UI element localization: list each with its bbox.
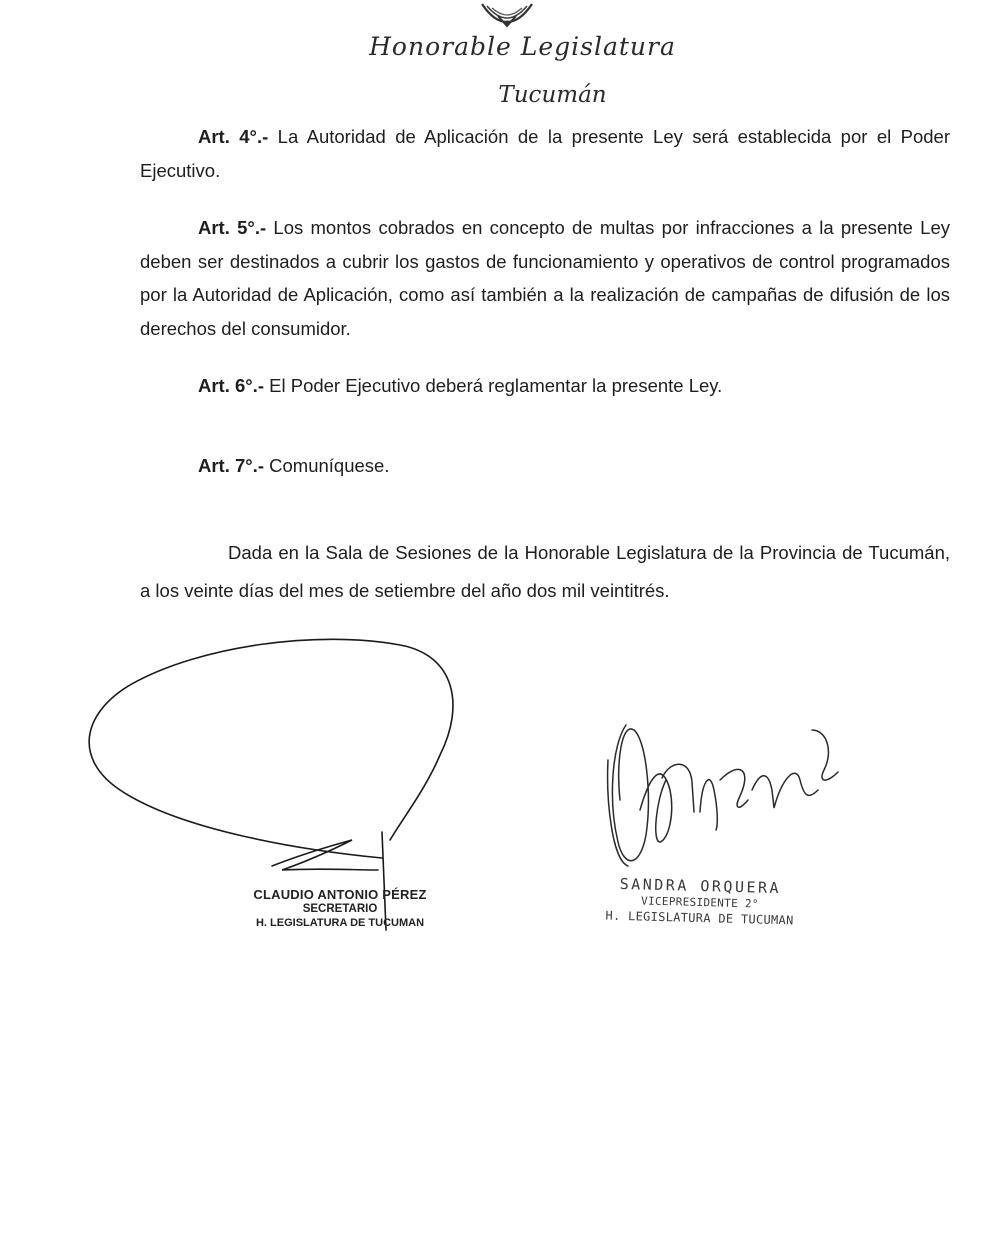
signatory-role: SECRETARIO bbox=[302, 903, 378, 915]
article-4 bbox=[140, 120, 950, 187]
article-text: La Autoridad de Aplicación de la presente Ley será establecida por el Poder Ejecutivo. bbox=[140, 126, 950, 181]
article-text: Los montos cobrados en concepto de multas por infracciones a la presente Ley deben ser destinados a cubrir los gastos de funcionamiento y operativos de control programados por la Autoridad de Aplicación, como así también a la realización de campañas de difusión de los derechos del consumidor. bbox=[140, 217, 950, 339]
stamp-secretario bbox=[230, 887, 450, 929]
article-text: El Poder Ejecutivo deberá reglamentar la presente Ley. bbox=[264, 375, 723, 396]
signatory-org: H. LEGISLATURA DE TUCUMAN bbox=[255, 917, 425, 929]
coat-of-arms-icon bbox=[472, 0, 542, 30]
signatory-name: CLAUDIO ANTONIO PÉREZ bbox=[253, 887, 427, 902]
article-label: Art. 5°.- bbox=[198, 217, 267, 238]
article-7 bbox=[140, 449, 950, 483]
article-label: Art. 7°.- bbox=[198, 455, 264, 476]
closing-paragraph bbox=[140, 534, 950, 610]
institution-heading: Honorable Legislatura bbox=[369, 32, 676, 61]
signature-right bbox=[608, 725, 838, 866]
closing-text: Dada en la Sala de Sesiones de la Honorable Legislatura de la Provincia de Tucumán, a los veinte días del mes de setiembre del año dos mil veintitrés. bbox=[140, 542, 950, 601]
signatory-role: VICEPRESIDENTE 2° bbox=[640, 894, 759, 911]
article-label: Art. 4°.- bbox=[198, 126, 269, 147]
article-5 bbox=[140, 211, 950, 345]
stamp-vicepresidente bbox=[589, 874, 810, 928]
province-heading: Tucumán bbox=[498, 82, 607, 108]
article-label: Art. 6°.- bbox=[198, 375, 264, 396]
signatory-org: H. LEGISLATURA DE TUCUMAN bbox=[605, 908, 794, 928]
article-6 bbox=[140, 369, 950, 403]
signatory-name: SANDRA ORQUERA bbox=[619, 874, 782, 898]
article-text: Comuníquese. bbox=[264, 455, 390, 476]
